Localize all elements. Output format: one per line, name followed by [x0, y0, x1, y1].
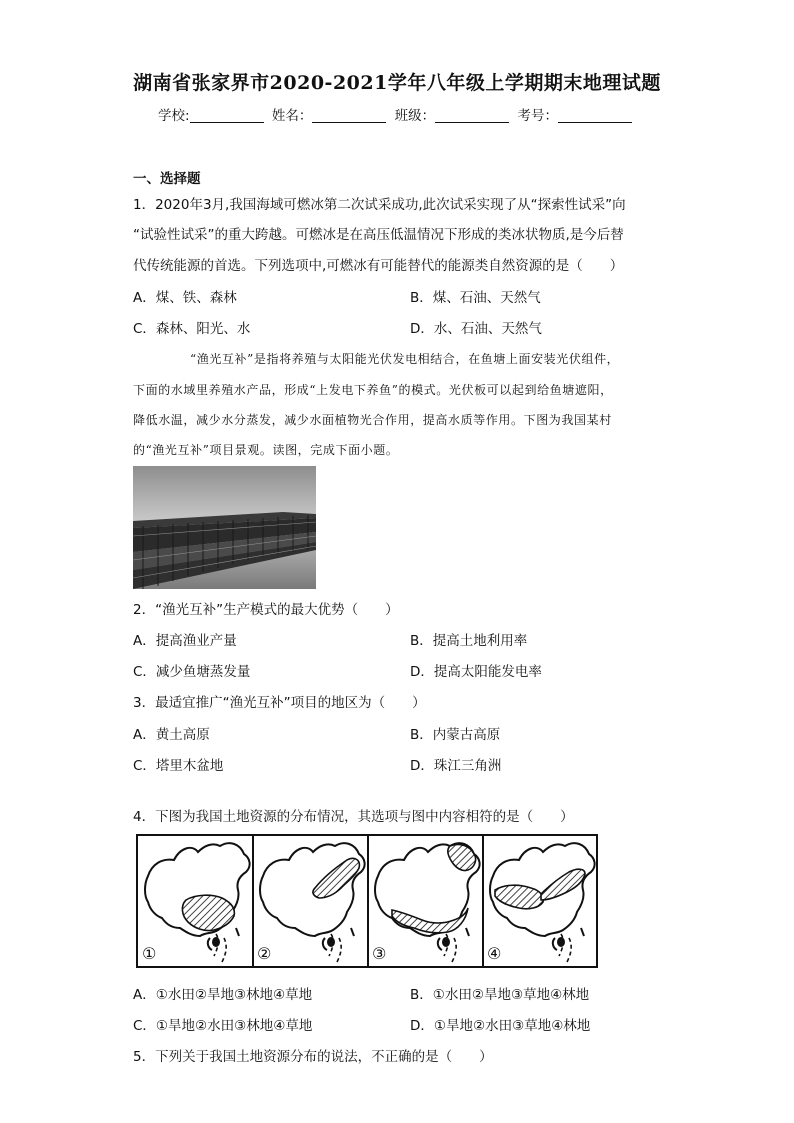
q4-option-b: B．①水田②旱地③草地④林地 [410, 987, 590, 1003]
q2-option-b: B．提高土地利用率 [410, 633, 528, 649]
passage-line-2: 下面的水域里养殖水产品，形成“上发电下养鱼”的模式。光伏板可以起到给鱼塘遮阳， [133, 383, 613, 397]
q1-stem-line-1: 1．2020年3月,我国海域可燃冰第二次试采成功,此次试采实现了从“探索性试采”向 [133, 197, 626, 213]
q1-option-c: C．森林、阳光、水 [133, 321, 251, 337]
passage-line-3: 降低水温，减少水分蒸发，减少水面植物光合作用，提高水质等作用。下图为我国某村 [133, 413, 612, 427]
q4-option-a: A．①水田②旱地③林地④草地 [133, 987, 313, 1003]
q1-option-a: A．煤、铁、森林 [133, 290, 237, 306]
exam-number-blank [558, 108, 632, 123]
passage-line-4: 的“渔光互补”项目景观。读图，完成下面小题。 [133, 443, 399, 457]
q2-option-a: A．提高渔业产量 [133, 633, 237, 649]
fishery-solar-photo [133, 466, 316, 589]
q1-stem-line-3: 代传统能源的首选。下列选项中,可燃冰有可能替代的能源类自然资源的是（ ） [133, 258, 624, 274]
map-2-dryland [260, 843, 365, 962]
class-label: 班级： [394, 108, 436, 124]
student-info-row [0, 104, 794, 124]
name-blank [312, 108, 386, 123]
q4-option-d: D．①旱地②水田③草地④林地 [410, 1018, 591, 1034]
q3-option-d: D．珠江三角洲 [410, 758, 502, 774]
passage-line-1: “渔光互补”是指将养殖与太阳能光伏发电相结合，在鱼塘上面安装光伏组件， [190, 352, 620, 366]
page-title: 湖南省张家界市2020-2021学年八年级上学期期末地理试题 [133, 72, 661, 94]
exam-number-label: 考号： [517, 108, 558, 124]
q1-stem-line-2: “试验性试采”的重大跨越。可燃冰是在高压低温情况下形成的类冰状物质,是今后替 [133, 227, 624, 243]
q3-option-b: B．内蒙古高原 [410, 727, 501, 743]
q2-option-c: C．减少鱼塘蒸发量 [133, 664, 251, 680]
q1-option-d: D．水、石油、天然气 [410, 321, 542, 337]
q3-option-c: C．塔里木盆地 [133, 758, 224, 774]
q1-option-b: B．煤、石油、天然气 [410, 290, 541, 306]
q2-option-d: D．提高太阳能发电率 [410, 664, 542, 680]
q3-stem: 3．最适宜推广“渔光互补”项目的地区为（ ） [133, 695, 426, 711]
class-blank [435, 108, 509, 123]
section-heading: 一、选择题 [133, 171, 201, 187]
map-label-1: ① [142, 944, 157, 963]
map-label-2: ② [257, 944, 272, 963]
map-3-grassland [375, 843, 480, 962]
map-label-4: ④ [487, 944, 502, 963]
q4-option-c: C．①旱地②水田③林地④草地 [133, 1018, 313, 1034]
q4-stem: 4．下图为我国土地资源的分布情况，其选项与图中内容相符的是（ ） [133, 809, 574, 825]
map-4-forest [490, 843, 595, 962]
q5-stem: 5．下列关于我国土地资源分布的说法，不正确的是（ ） [133, 1049, 493, 1065]
q2-stem: 2．“渔光互补”生产模式的最大优势（ ） [133, 602, 399, 618]
china-land-resource-maps [136, 834, 598, 968]
map-label-3: ③ [372, 944, 387, 963]
q3-option-a: A．黄土高原 [133, 727, 210, 743]
name-label: 姓名： [271, 108, 313, 124]
school-label: 学校: [158, 108, 190, 124]
school-blank [190, 108, 264, 123]
map-1-paddy [145, 843, 250, 962]
